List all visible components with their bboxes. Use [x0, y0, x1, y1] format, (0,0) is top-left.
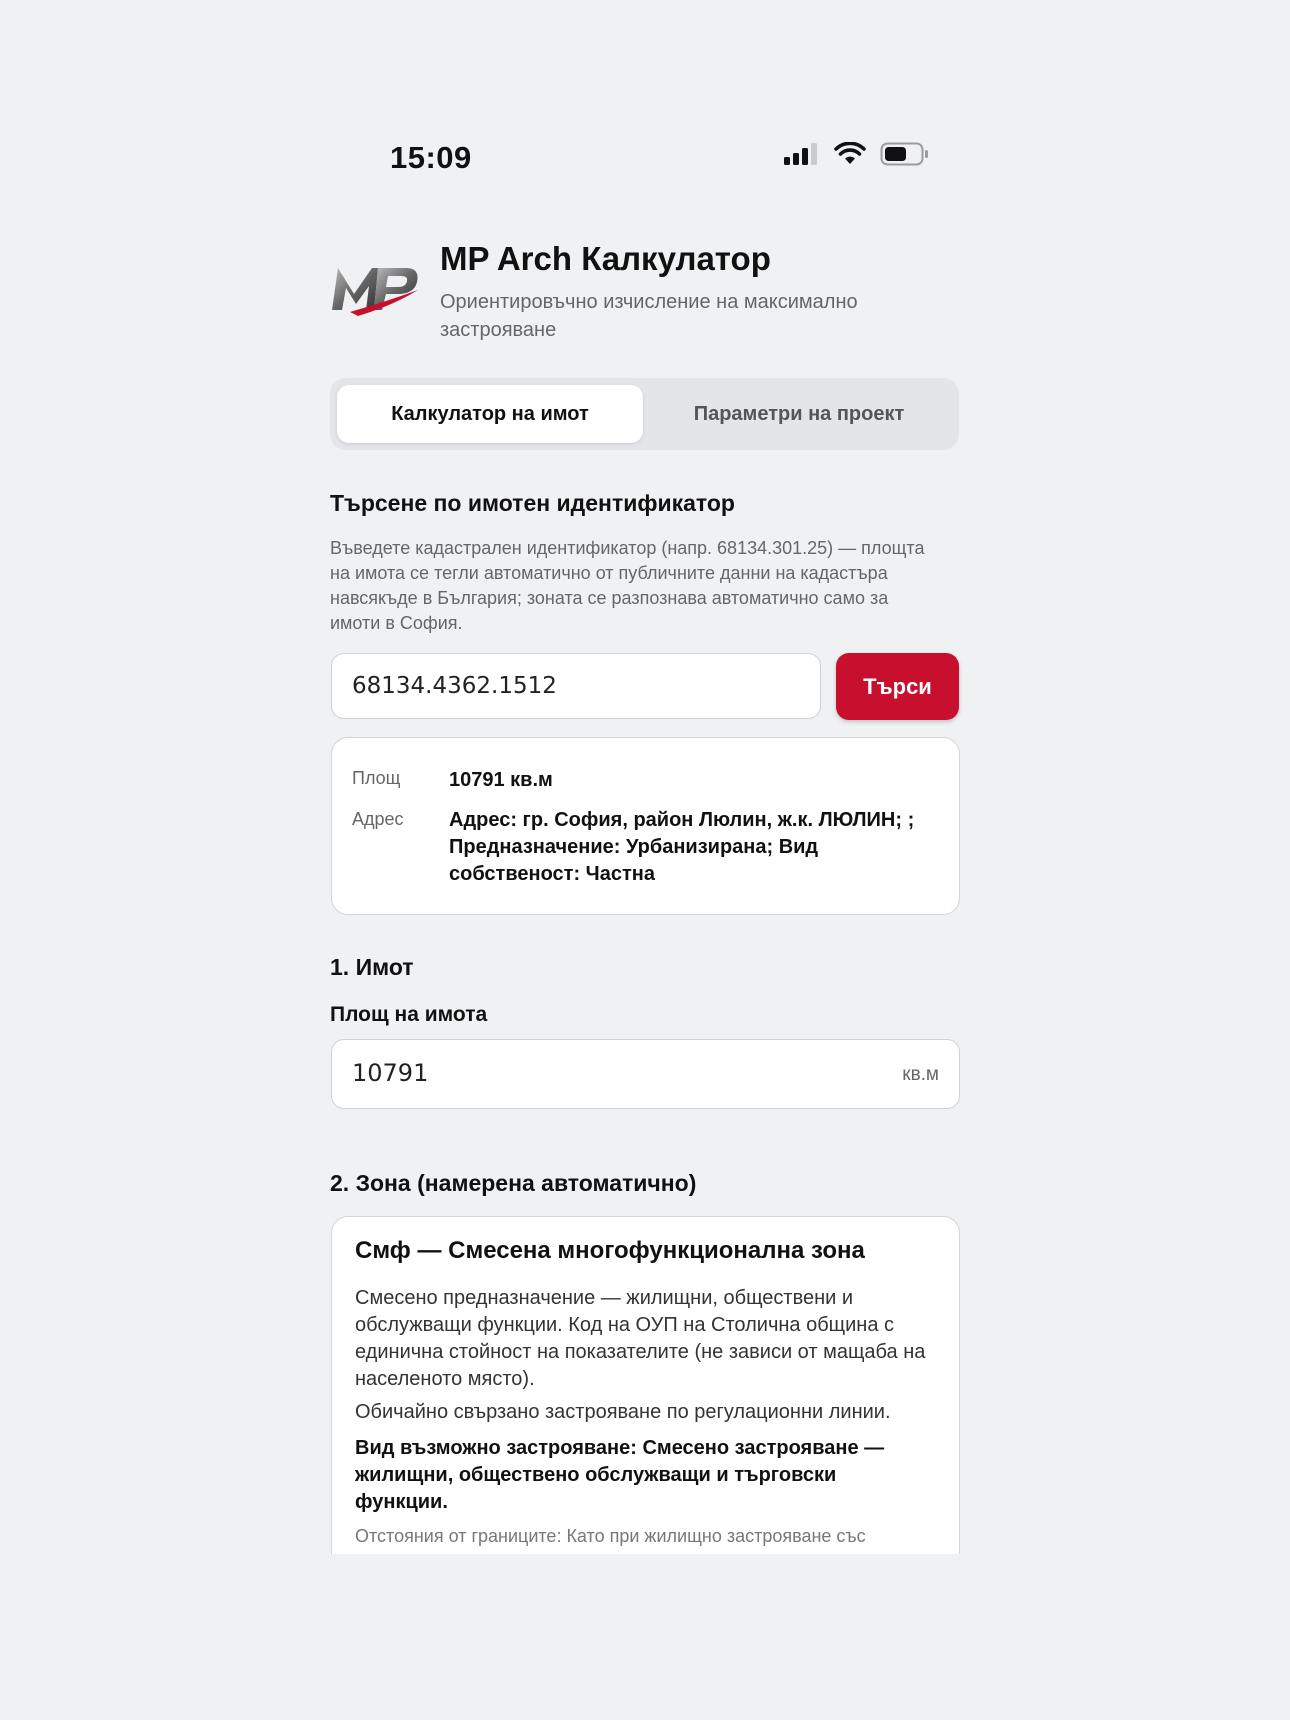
cellular-signal-icon [784, 142, 820, 166]
app-subtitle: Ориентировъчно изчисление на максимално застрояване [440, 291, 858, 341]
search-button[interactable]: Търси [836, 653, 959, 720]
wifi-icon [834, 142, 866, 166]
result-address-value: Адрес: гр. София, район Люлин, ж.к. ЛЮЛИН; ; Предназначение: Урбанизирана; Вид собственост: Частна [449, 809, 915, 885]
result-address-label: Адрес [352, 809, 404, 829]
zone-description: Смесено предназначение — жилищни, обществени и обслужващи функции. Код на ОУП на Столична община с единична стойност на показателите (не зависи от мащаба на населеното място). [355, 1287, 926, 1390]
property-heading: 1. Имот [330, 954, 414, 980]
property-area-value[interactable]: 10791 [352, 1059, 429, 1087]
property-area-label: Площ на имота [330, 1003, 488, 1026]
zone-distances: Отстояния от границите: Като при жилищно застрояване със [355, 1526, 866, 1546]
property-area-unit: кв.м [902, 1064, 939, 1085]
tab-project-parameters[interactable]: Параметри на проект [693, 402, 905, 425]
zone-title: Смф — Смесена многофункционална зона [355, 1237, 865, 1264]
search-heading: Търсене по имотен идентификатор [330, 490, 735, 516]
result-area-value: 10791 кв.м [449, 769, 553, 791]
zone-heading: 2. Зона (намерена автоматично) [330, 1170, 697, 1196]
zone-card-viewport [331, 1216, 961, 1554]
search-help-text: Въведете кадастрален идентификатор (напр. 68134.301.25) — площта на имота се тегли автоматично от публичните данни на кадастъра навсякъде в България; зоната се разпознава автоматично само за имоти в София. [330, 538, 925, 633]
tab-bar [330, 378, 959, 450]
status-bar [330, 128, 940, 188]
mp-logo [330, 260, 422, 320]
search-result-card [331, 737, 960, 915]
zone-build-type: Вид възможно застрояване: Смесено застрояване — жилищни, обществено обслужващи и търговски функции. [355, 1437, 885, 1513]
status-icons [784, 142, 930, 166]
result-area-label: Площ [352, 768, 401, 788]
tab-property-calculator[interactable]: Калкулатор на имот [337, 385, 643, 443]
zone-card [331, 1216, 960, 1554]
zone-note: Обичайно свързано застрояване по регулационни линии. [355, 1401, 891, 1423]
app-title: MP Arch Калкулатор [440, 240, 771, 277]
property-area-field[interactable] [331, 1039, 960, 1109]
status-time: 15:09 [390, 140, 472, 175]
cadastral-id-input[interactable] [331, 653, 821, 719]
battery-icon [880, 142, 930, 166]
